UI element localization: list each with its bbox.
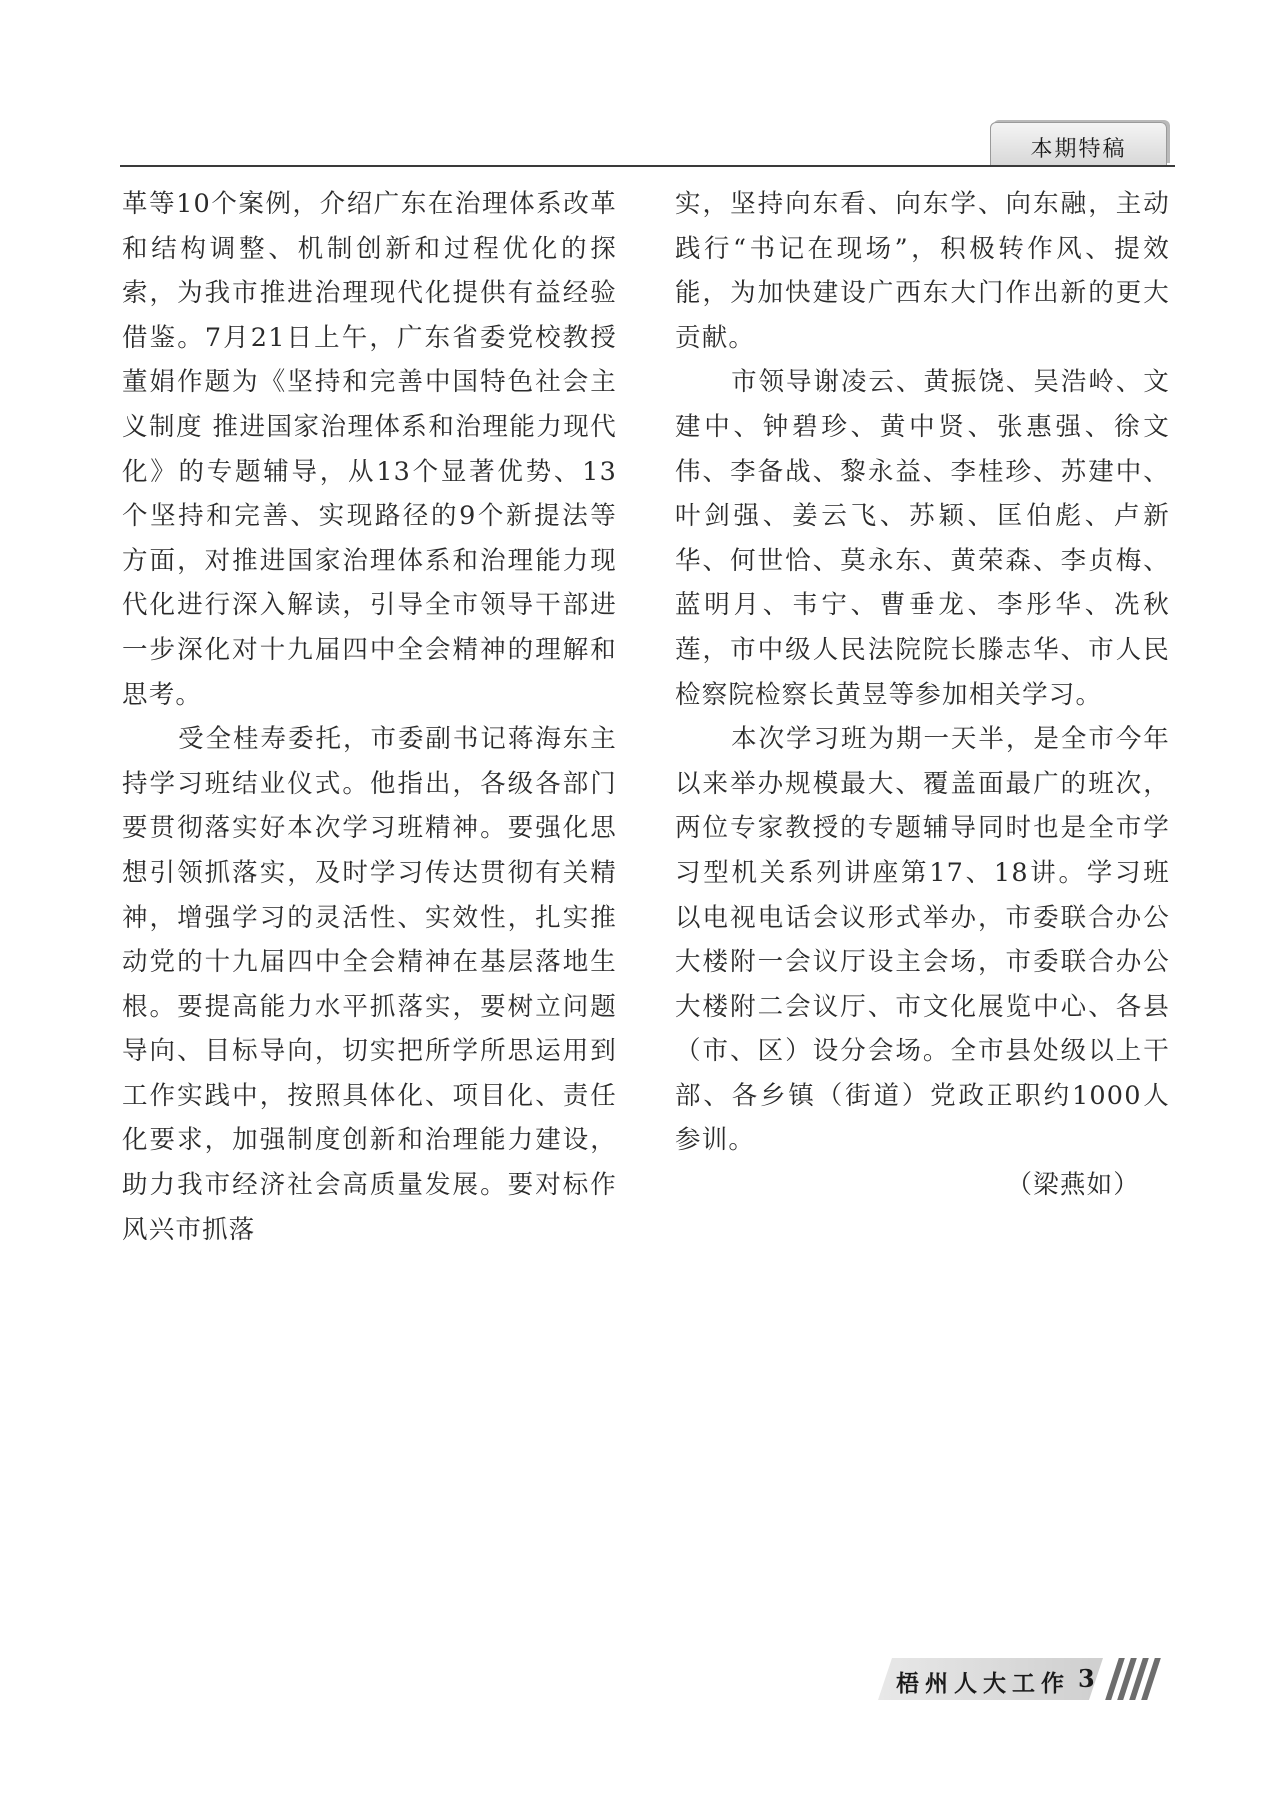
section-tab-label: 本期特稿 [1030,137,1127,162]
right-paragraph-1: 实，坚持向东看、向东学、向东融，主动践行“书记在现场”，积极转作风、提效能，为加快建设广西东大门作出新的更大贡献。 [675,189,1170,353]
page-footer [878,1658,1163,1700]
magazine-title: 梧州人大工作 [896,1670,1070,1697]
page-number: 3 [1078,1664,1095,1693]
left-paragraph-2: 受全桂寿委托，市委副书记蒋海东主持学习班结业仪式。他指出，各级各部门要贯彻落实好本次学习班精神。要强化思想引领抓落实，及时学习传达贯彻有关精神，增强学习的灵活性、实效性，扎实推动党的十九届四中全会精神在基层落地生根。要提高能力水平抓落实，要树立问题导向、目标导向，切实把所学所思运用到工作实践中，按照具体化、项目化、责任化要求，加强制度创新和治理能力建设，助力我市经济社会高质量发展。要对标作风兴市抓落 [122,724,617,1245]
left-paragraph-1: 革等10个案例，介绍广东在治理体系改革和结构调整、机制创新和过程优化的探索，为我市推进治理现代化提供有益经验借鉴。7月21日上午，广东省委党校教授董娟作题为《坚持和完善中国特色社会主义制度 推进国家治理体系和治理能力现代化》的专题辅导，从13个显著优势、13个坚持和完善、实现路径的9个新提法等方面，对推进国家治理体系和治理能力现代化进行深入解读，引导全市领导干部进一步深化对十九届四中全会精神的理解和思考。 [122,189,617,710]
section-tab [990,122,1167,165]
byline: （梁燕如） [1006,1170,1140,1201]
left-column [122,182,617,1252]
right-paragraph-2: 市领导谢凌云、黄振饶、吴浩岭、文建中、钟碧珍、黄中贤、张惠强、徐文伟、李备战、黎永益、李桂珍、苏建中、叶剑强、姜云飞、苏颖、匡伯彪、卢新华、何世恰、莫永东、黄荣森、李贞梅、蓝明月、韦宁、曹垂龙、李彤华、冼秋莲，市中级人民法院院长滕志华、市人民检察院检察长黄昱等参加相关学习。 [675,367,1170,710]
right-paragraph-3: 本次学习班为期一天半，是全市今年以来举办规模最大、覆盖面最广的班次，两位专家教授的专题辅导同时也是全市学习型机关系列讲座第17、18讲。学习班以电视电话会议形式举办，市委联合办公大楼附一会议厅设主会场，市委联合办公大楼附二会议厅、市文化展览中心、各县（市、区）设分会场。全市县处级以上干部、各乡镇（街道）党政正职约1000人参训。 [675,724,1170,1156]
footer-stripes-decoration [1100,1658,1160,1700]
header-rule [120,165,1175,167]
right-column [675,182,1170,1208]
